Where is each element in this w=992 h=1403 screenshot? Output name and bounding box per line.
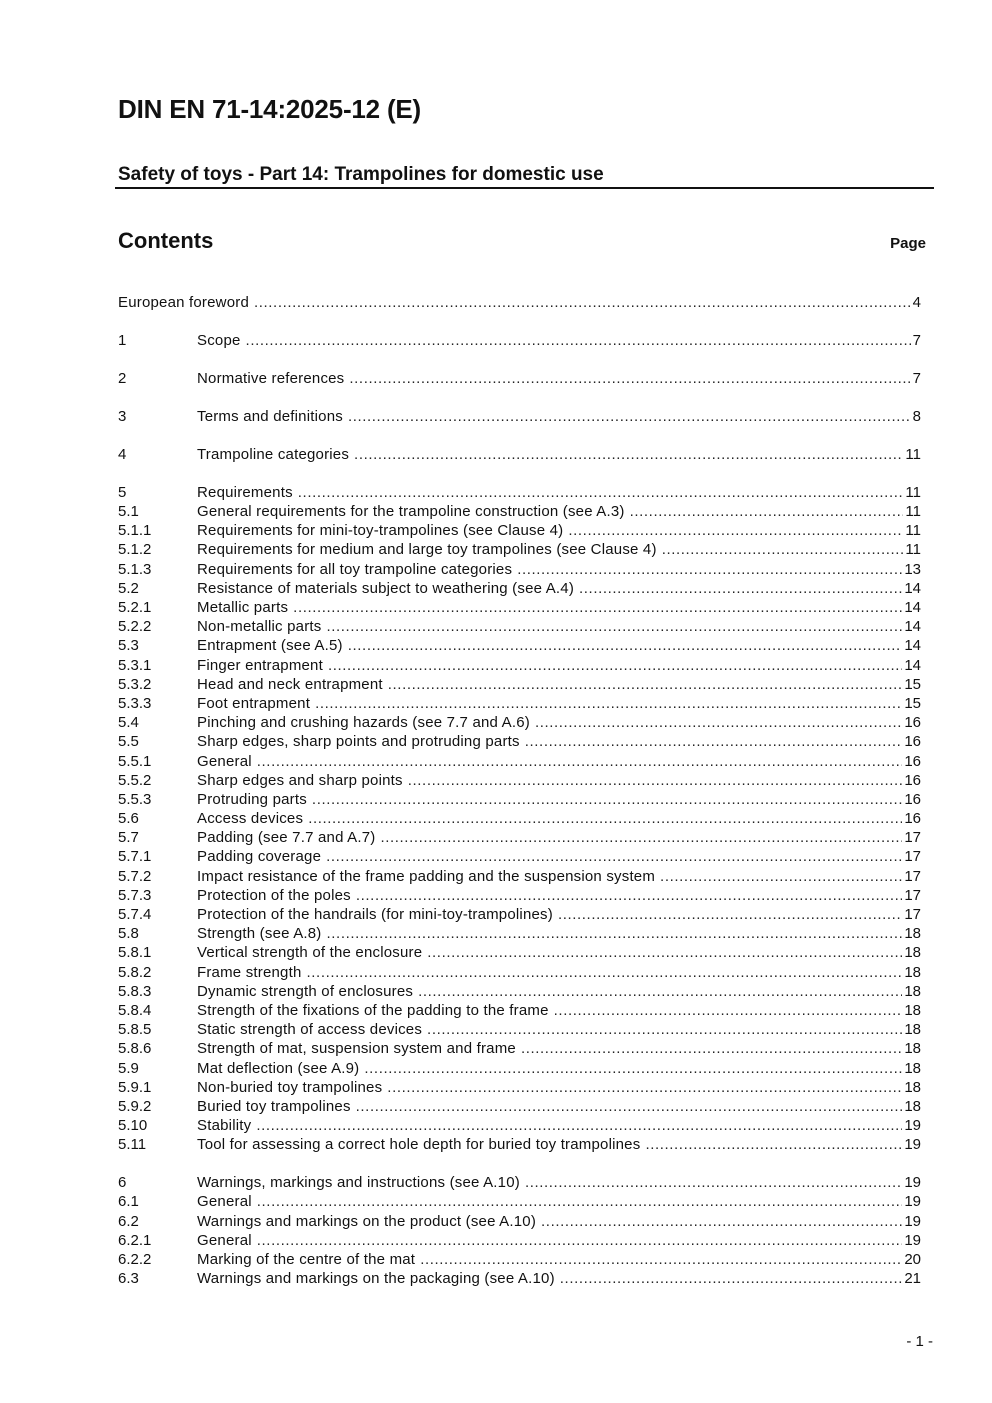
- toc-entry-number: 5.7.1: [118, 848, 152, 866]
- toc-dot-leader: [257, 1231, 903, 1250]
- toc-entry-title: European foreword: [118, 294, 249, 311]
- toc-dot-leader: [630, 502, 904, 521]
- toc-entry-number: 6.2: [118, 1212, 139, 1230]
- toc-entry[interactable]: [118, 598, 921, 617]
- toc-entry-number: 5.1: [118, 503, 139, 521]
- toc-entry-number: 6.2.2: [118, 1251, 152, 1269]
- toc-entry-page: 19: [904, 1193, 921, 1211]
- toc-entry-title: Non-buried toy trampolines: [197, 1078, 383, 1096]
- toc-entry-number: 6.2.1: [118, 1231, 152, 1249]
- toc-entry[interactable]: [118, 771, 921, 790]
- contents-heading: Contents: [118, 228, 214, 253]
- toc-entry-title: Non-metallic parts: [197, 618, 322, 636]
- toc-entry[interactable]: [118, 656, 921, 675]
- toc-entry-number: 5.5.3: [118, 790, 152, 808]
- toc-dot-leader: [420, 1250, 902, 1269]
- toc-entry-page: 18: [904, 1078, 921, 1096]
- toc-entry-title: Strength of the fixations of the padding to the frame: [197, 1001, 549, 1019]
- toc-dot-leader: [388, 675, 903, 694]
- toc-entry-page: 17: [904, 886, 921, 904]
- toc-dot-leader: [328, 656, 902, 675]
- toc-entry-page: 17: [904, 848, 921, 866]
- toc-entry[interactable]: [118, 1020, 921, 1039]
- toc-entry-title: Frame strength: [197, 963, 302, 981]
- toc-entry-title: Sharp edges, sharp points and protruding parts: [197, 733, 520, 751]
- toc-entry[interactable]: [118, 809, 921, 828]
- toc-entry-title: Pinching and crushing hazards (see 7.7 and A.6): [197, 714, 530, 732]
- toc-entry-title: Warnings and markings on the packaging (see A.10): [197, 1270, 555, 1288]
- toc-entry-title: Static strength of access devices: [197, 1021, 423, 1039]
- toc-entry[interactable]: [118, 886, 921, 905]
- toc-entry-page: 11: [905, 541, 921, 559]
- toc-entry[interactable]: [118, 1250, 921, 1269]
- toc-entry-title: Padding (see 7.7 and A.7): [197, 829, 376, 847]
- toc-dot-leader: [560, 1269, 903, 1288]
- toc-entry-number: 5: [118, 483, 127, 501]
- toc-entry[interactable]: [118, 1231, 921, 1250]
- toc-entry-title: Padding coverage: [197, 848, 322, 866]
- toc-entry-page: 19: [904, 1136, 921, 1154]
- toc-entry-number: 5.1.1: [118, 522, 152, 540]
- toc-entry-number: 5.7: [118, 829, 139, 847]
- toc-entry-page: 16: [904, 810, 921, 828]
- toc-dot-leader: [298, 483, 904, 502]
- toc-entry-title: Finger entrapment: [197, 656, 323, 674]
- toc-entry-number: 5.9: [118, 1059, 139, 1077]
- toc-entry-page: 14: [904, 579, 921, 597]
- toc-entry[interactable]: [118, 1192, 921, 1211]
- toc-entry-number: 5.2.2: [118, 618, 152, 636]
- toc-entry-title: Scope: [197, 331, 241, 349]
- toc-entry-number: 5.7.4: [118, 906, 152, 924]
- toc-entry-page: 18: [904, 1040, 921, 1058]
- toc-entry-title: Stability: [197, 1117, 252, 1135]
- table-of-contents: [118, 293, 921, 1288]
- toc-entry-page: 15: [904, 675, 921, 693]
- toc-entry-page: 17: [904, 829, 921, 847]
- toc-entry-page: 14: [904, 618, 921, 636]
- toc-entry-number: 5.4: [118, 714, 139, 732]
- toc-dot-leader: [525, 732, 903, 751]
- toc-entry-number: 5.8.4: [118, 1001, 152, 1019]
- toc-entry-number: 3: [118, 407, 127, 425]
- toc-entry[interactable]: [118, 790, 921, 809]
- toc-entry[interactable]: [118, 675, 921, 694]
- toc-entry-title: Vertical strength of the enclosure: [197, 944, 423, 962]
- toc-entry[interactable]: [118, 847, 921, 866]
- toc-entry-page: 18: [904, 963, 921, 981]
- page-number: - 1 -: [906, 1333, 933, 1350]
- toc-entry[interactable]: [118, 924, 921, 943]
- toc-entry-number: 5.5.1: [118, 752, 152, 770]
- toc-dot-leader: [579, 579, 902, 598]
- toc-dot-leader: [521, 1039, 902, 1058]
- toc-entry[interactable]: [118, 1269, 921, 1288]
- toc-dot-leader: [568, 521, 903, 540]
- toc-entry-number: 6.1: [118, 1193, 139, 1211]
- toc-entry-page: 18: [904, 1001, 921, 1019]
- toc-entry-number: 5.8.1: [118, 944, 152, 962]
- toc-entry-page: 16: [904, 771, 921, 789]
- toc-entry[interactable]: [118, 1001, 921, 1020]
- toc-entry-page: 14: [904, 656, 921, 674]
- toc-entry-number: 5.8.3: [118, 982, 152, 1000]
- toc-entry[interactable]: [118, 1097, 921, 1116]
- toc-entry-page: 18: [904, 1021, 921, 1039]
- toc-entry-page: 18: [904, 925, 921, 943]
- toc-dot-leader: [554, 1001, 903, 1020]
- toc-dot-leader: [525, 1173, 902, 1192]
- toc-entry-page: 18: [904, 1097, 921, 1115]
- toc-entry-page: 19: [904, 1231, 921, 1249]
- toc-entry-number: 5.8.2: [118, 963, 152, 981]
- toc-entry-title: Tool for assessing a correct hole depth for buried toy trampolines: [197, 1136, 641, 1154]
- toc-entry-title: Strength (see A.8): [197, 925, 322, 943]
- toc-entry-page: 11: [905, 522, 921, 540]
- toc-entry[interactable]: [118, 1135, 921, 1154]
- toc-entry-number: 5.7.2: [118, 867, 152, 885]
- toc-entry[interactable]: [118, 905, 921, 924]
- toc-dot-leader: [315, 694, 902, 713]
- toc-entry-number: 5.8.5: [118, 1021, 152, 1039]
- toc-dot-leader: [558, 905, 902, 924]
- toc-dot-leader: [541, 1212, 902, 1231]
- toc-dot-leader: [326, 847, 902, 866]
- toc-entry[interactable]: [118, 1173, 921, 1192]
- toc-dot-leader: [418, 982, 902, 1001]
- toc-entry-page: 16: [904, 752, 921, 770]
- toc-entry-number: 5.10: [118, 1117, 148, 1135]
- toc-entry-number: 6.3: [118, 1270, 139, 1288]
- document-id: DIN EN 71-14:2025-12 (E): [118, 94, 421, 124]
- toc-entry[interactable]: [118, 1116, 921, 1135]
- toc-dot-leader: [645, 1135, 902, 1154]
- toc-entry-number: 5.7.3: [118, 886, 152, 904]
- toc-dot-leader: [660, 867, 902, 886]
- toc-entry-title: Resistance of materials subject to weathering (see A.4): [197, 579, 575, 597]
- toc-entry[interactable]: [118, 963, 921, 982]
- toc-entry-page: 16: [904, 714, 921, 732]
- toc-entry-page: 14: [904, 637, 921, 655]
- toc-entry-title: Entrapment (see A.5): [197, 637, 343, 655]
- toc-entry-title: Protruding parts: [197, 790, 307, 808]
- toc-entry-page: 20: [904, 1251, 921, 1269]
- toc-entry-title: Requirements: [197, 483, 293, 501]
- toc-entry[interactable]: [118, 560, 921, 579]
- toc-entry[interactable]: [118, 1078, 921, 1097]
- toc-entry-page: 14: [904, 599, 921, 617]
- toc-dot-leader: [254, 293, 911, 312]
- toc-entry-page: 13: [904, 560, 921, 578]
- toc-entry-title: Trampoline categories: [197, 445, 350, 463]
- toc-dot-leader: [427, 943, 902, 962]
- toc-entry[interactable]: [118, 732, 921, 751]
- toc-entry[interactable]: [118, 943, 921, 962]
- toc-entry-page: 11: [905, 503, 921, 521]
- toc-entry-number: 5.9.1: [118, 1078, 152, 1096]
- toc-entry-page: 11: [905, 483, 921, 501]
- toc-entry-page: 17: [904, 867, 921, 885]
- toc-entry-title: Mat deflection (see A.9): [197, 1059, 360, 1077]
- toc-entry-title: Metallic parts: [197, 599, 289, 617]
- toc-dot-leader: [308, 809, 902, 828]
- toc-entry[interactable]: [118, 828, 921, 847]
- toc-dot-leader: [246, 331, 911, 350]
- toc-entry[interactable]: [118, 331, 921, 350]
- toc-dot-leader: [348, 636, 903, 655]
- toc-entry-title: Buried toy trampolines: [197, 1097, 351, 1115]
- toc-entry-number: 5.3.2: [118, 675, 152, 693]
- toc-entry-page: 18: [904, 982, 921, 1000]
- toc-entry-number: 5.1.2: [118, 541, 152, 559]
- toc-dot-leader: [256, 1116, 902, 1135]
- toc-entry-page: 19: [904, 1174, 921, 1192]
- toc-entry-title: Requirements for medium and large toy trampolines (see Clause 4): [197, 541, 657, 559]
- toc-entry-page: 15: [904, 694, 921, 712]
- toc-dot-leader: [257, 752, 903, 771]
- toc-entry-number: 5.6: [118, 810, 139, 828]
- toc-entry-number: 5.5: [118, 733, 139, 751]
- toc-entry[interactable]: [118, 579, 921, 598]
- toc-entry-page: 7: [912, 331, 921, 349]
- toc-entry-page: 8: [912, 407, 921, 425]
- toc-dot-leader: [326, 617, 902, 636]
- toc-entry-title: General: [197, 1193, 252, 1211]
- toc-entry[interactable]: [118, 752, 921, 771]
- toc-dot-leader: [354, 445, 903, 464]
- toc-entry-title: Head and neck entrapment: [197, 675, 383, 693]
- toc-entry[interactable]: [118, 407, 921, 426]
- toc-entry-title: Foot entrapment: [197, 694, 311, 712]
- toc-dot-leader: [348, 407, 911, 426]
- toc-entry-title: General: [197, 752, 252, 770]
- toc-entry-number: 5.1.3: [118, 560, 152, 578]
- page-column-heading: Page: [890, 235, 926, 252]
- toc-dot-leader: [380, 828, 902, 847]
- toc-entry-title: Impact resistance of the frame padding and the suspension system: [197, 867, 656, 885]
- title-divider: [115, 187, 934, 189]
- toc-dot-leader: [349, 369, 910, 388]
- toc-entry-title: Requirements for all toy trampoline categories: [197, 560, 513, 578]
- toc-entry-page: 16: [904, 733, 921, 751]
- toc-dot-leader: [293, 598, 902, 617]
- toc-dot-leader: [327, 924, 903, 943]
- toc-entry-page: 16: [904, 790, 921, 808]
- toc-entry-title: Strength of mat, suspension system and frame: [197, 1040, 516, 1058]
- toc-dot-leader: [535, 713, 902, 732]
- toc-entry[interactable]: [118, 1039, 921, 1058]
- toc-entry[interactable]: [118, 617, 921, 636]
- toc-entry[interactable]: [118, 867, 921, 886]
- toc-entry-title: Requirements for mini-toy-trampolines (see Clause 4): [197, 522, 564, 540]
- toc-entry-title: Protection of the poles: [197, 886, 351, 904]
- toc-entry[interactable]: [118, 694, 921, 713]
- toc-dot-leader: [408, 771, 903, 790]
- toc-entry[interactable]: [118, 1059, 921, 1078]
- toc-entry-number: 5.11: [118, 1136, 147, 1154]
- toc-entry-page: 18: [904, 944, 921, 962]
- toc-entry[interactable]: [118, 982, 921, 1001]
- toc-dot-leader: [257, 1192, 903, 1211]
- toc-entry-page: 7: [912, 369, 921, 387]
- toc-entry-page: 21: [904, 1270, 921, 1288]
- toc-entry[interactable]: [118, 502, 921, 521]
- toc-entry-title: Terms and definitions: [197, 407, 343, 425]
- toc-entry[interactable]: [118, 636, 921, 655]
- toc-entry-number: 2: [118, 369, 127, 387]
- toc-entry-number: 5.8.6: [118, 1040, 152, 1058]
- toc-entry-number: 5.2.1: [118, 599, 152, 617]
- toc-entry-title: Normative references: [197, 369, 345, 387]
- toc-entry-number: 5.9.2: [118, 1097, 152, 1115]
- toc-dot-leader: [364, 1059, 902, 1078]
- toc-entry[interactable]: [118, 445, 921, 464]
- toc-entry-page: 4: [912, 294, 921, 311]
- toc-dot-leader: [307, 963, 903, 982]
- toc-entry-number: 5.3.3: [118, 694, 152, 712]
- toc-entry-title: Marking of the centre of the mat: [197, 1251, 416, 1269]
- toc-dot-leader: [356, 1097, 903, 1116]
- toc-entry-number: 4: [118, 445, 127, 463]
- toc-entry[interactable]: [118, 293, 921, 312]
- toc-entry-title: Access devices: [197, 810, 304, 828]
- toc-entry[interactable]: [118, 521, 921, 540]
- toc-entry-number: 5.2: [118, 579, 139, 597]
- toc-entry-title: General requirements for the trampoline construction (see A.3): [197, 503, 625, 521]
- toc-entry-title: Dynamic strength of enclosures: [197, 982, 414, 1000]
- toc-entry-title: Sharp edges and sharp points: [197, 771, 403, 789]
- toc-entry-number: 5.3: [118, 637, 139, 655]
- toc-entry-title: Protection of the handrails (for mini-toy-trampolines): [197, 906, 553, 924]
- toc-entry-page: 19: [904, 1117, 921, 1135]
- toc-dot-leader: [662, 540, 904, 559]
- toc-entry-page: 19: [904, 1212, 921, 1230]
- toc-entry-number: 1: [118, 331, 127, 349]
- toc-entry[interactable]: [118, 369, 921, 388]
- toc-dot-leader: [427, 1020, 902, 1039]
- toc-entry-number: 5.8: [118, 925, 139, 943]
- toc-entry[interactable]: [118, 713, 921, 732]
- toc-entry-title: Warnings and markings on the product (see A.10): [197, 1212, 537, 1230]
- toc-entry[interactable]: [118, 540, 921, 559]
- toc-entry-page: 18: [904, 1059, 921, 1077]
- toc-entry-title: General: [197, 1231, 252, 1249]
- document-title: Safety of toys - Part 14: Trampolines for domestic use: [118, 164, 604, 185]
- toc-dot-leader: [312, 790, 902, 809]
- toc-entry[interactable]: [118, 483, 921, 502]
- toc-dot-leader: [517, 560, 902, 579]
- toc-entry-page: 17: [904, 906, 921, 924]
- toc-entry-number: 5.3.1: [118, 656, 152, 674]
- toc-entry-title: Warnings, markings and instructions (see A.10): [197, 1174, 520, 1192]
- toc-dot-leader: [387, 1078, 902, 1097]
- toc-dot-leader: [356, 886, 902, 905]
- toc-entry[interactable]: [118, 1212, 921, 1231]
- toc-entry-number: 5.5.2: [118, 771, 152, 789]
- toc-entry-number: 6: [118, 1174, 127, 1192]
- toc-entry-page: 11: [905, 445, 921, 463]
